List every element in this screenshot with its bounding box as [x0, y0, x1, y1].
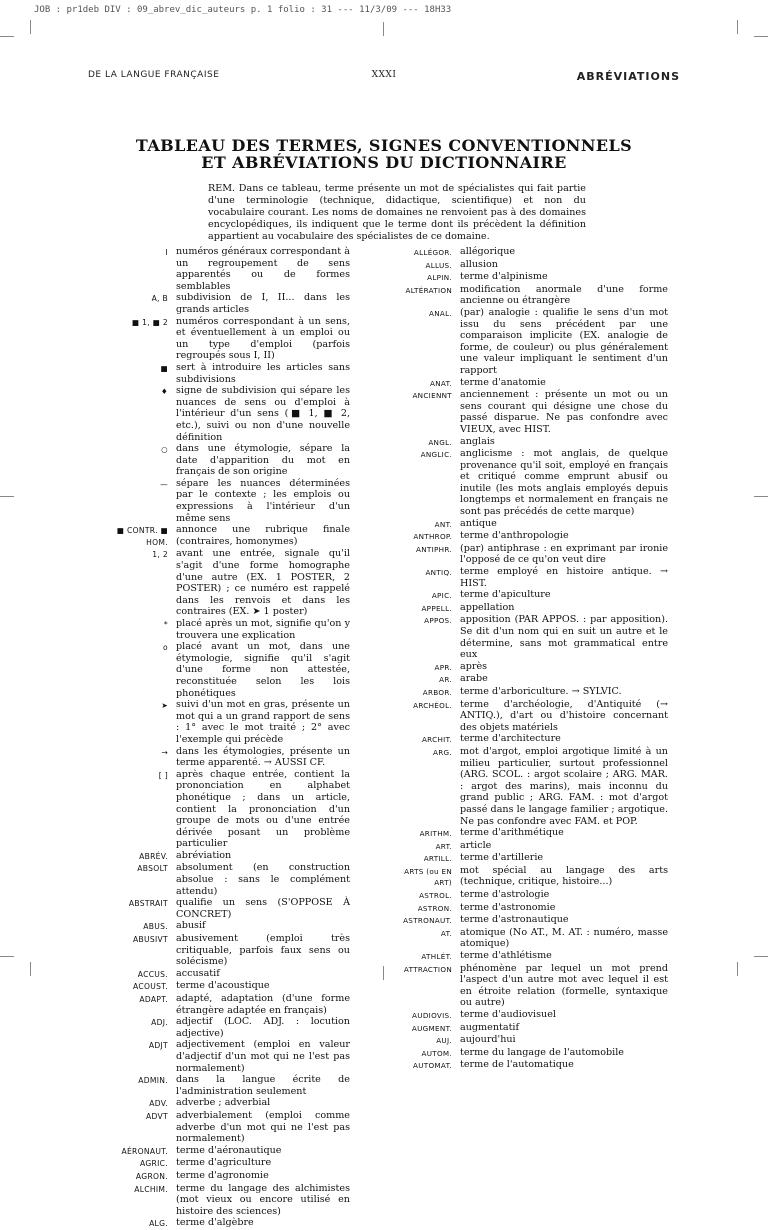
- entry-term: AGRIC.: [140, 1159, 168, 1169]
- abbreviation-entry: [400, 914, 668, 927]
- entry-term: ALPIN.: [427, 273, 452, 283]
- entry-term: AGRON.: [135, 1171, 168, 1181]
- entry-definition: subdivision de I, II... dans les grands articles: [176, 292, 350, 315]
- entry-term: ART.: [435, 841, 452, 851]
- abbreviation-entry: [400, 1047, 668, 1060]
- abbreviation-entry: [100, 897, 350, 920]
- entry-definition: numéros généraux correspondant à un regroupement de sens apparentés ou de formes semblables: [176, 246, 350, 292]
- entry-term: ANT.: [434, 519, 452, 529]
- entry-definition: abréviation: [176, 849, 232, 861]
- entry-term: AÉRONAUT.: [121, 1146, 168, 1156]
- entry-definition: anglicisme : mot anglais, de quelque provenance qu'il soit, employé en français et critiqué comme emprunt abusif ou inutile (les mots anglais employés depuis longtemps et normalement en français ne sont pas précédés de cette marque): [460, 448, 668, 518]
- entry-term: ARG.: [433, 747, 452, 757]
- entry-term: APPOS.: [424, 616, 452, 626]
- abbreviation-entry: [400, 840, 668, 853]
- entry-term: AUTOM.: [421, 1048, 452, 1058]
- abbreviation-entry: [100, 862, 350, 897]
- entry-definition: abusif: [176, 920, 206, 932]
- entry-definition: allusion: [460, 258, 498, 270]
- entry-definition: terme d'arboriculture. → SYLVIC.: [460, 685, 622, 697]
- entry-definition: sert à introduire les articles sans subdivisions: [176, 361, 350, 385]
- entry-definition: terme d'anthropologie: [460, 530, 569, 542]
- running-header-left: DE LA LANGUE FRANÇAISE: [88, 70, 220, 80]
- entry-definition: terme d'artillerie: [460, 852, 544, 864]
- entry-term: ARCHIT.: [421, 735, 452, 745]
- entry-term: ASTROL.: [419, 891, 452, 901]
- entry-term: ALLUS.: [425, 260, 452, 270]
- entry-term: AR.: [439, 675, 452, 685]
- entry-term: ➤: [161, 701, 168, 711]
- page-title: [0, 137, 768, 171]
- entry-term: ♦: [160, 387, 168, 397]
- entry-definition: terme d'archéologie, d'Antiquité (→ ANTIQ.), d'art ou d'histoire concernant des objets matériels: [460, 698, 668, 733]
- abbreviation-entry: [100, 1217, 350, 1230]
- entry-definition: signe de subdivision qui sépare les nuances de sens ou d'emploi à l'intérieur d'un sens (■ 1, ■ 2, etc.), suivi ou non d'une nouvelle définition: [176, 385, 350, 443]
- entry-definition: terme du langage des alchimistes (mot vieux ou encore utilisé en histoire des sciences): [176, 1182, 350, 1217]
- entry-term: ■ 1, ■ 2: [131, 317, 168, 327]
- entry-definition: après: [460, 660, 488, 672]
- entry-definition: terme d'architecture: [460, 733, 561, 745]
- abbreviation-entry: [400, 271, 668, 284]
- entry-term: ABSOLT: [137, 864, 168, 874]
- entry-definition: terme d'astrologie: [460, 889, 550, 901]
- abbreviation-entry: [100, 1039, 350, 1074]
- abbreviation-entry: [400, 518, 668, 531]
- entry-definition: mot d'argot, emploi argotique limité à un milieu particulier, surtout professionnel (ARG. SCOL. : argot scolaire ; ARG. MAR. : argot des marins), mais inconnu du grand public ; ARG. FAM. : mot d'argot passé dans le langage familier ; argotique. Ne pas confondre avec FAM. et POP.: [460, 745, 668, 827]
- right-column: [400, 246, 668, 1072]
- abbreviation-entry: [100, 524, 350, 548]
- entry-definition: terme d'arithmétique: [460, 827, 564, 839]
- entry-term: AUTOMAT.: [412, 1061, 452, 1071]
- abbreviation-entry: [100, 699, 350, 745]
- entry-definition: suivi d'un mot en gras, présente un mot qui a un grand rapport de sens : 1° avec le mot traité ; 2° avec l'exemple qui précède: [176, 699, 350, 745]
- entry-definition: dans les étymologies, présente un terme apparenté. → AUSSI CF.: [176, 745, 350, 769]
- abbreviation-entry: [400, 259, 668, 272]
- crop-mark: [737, 962, 738, 976]
- entry-term: APIC.: [431, 591, 452, 601]
- abbreviation-entry: [400, 589, 668, 602]
- entry-term: ABSTRAIT: [128, 899, 168, 909]
- abbreviation-entry: [400, 661, 668, 674]
- entry-definition: atomique (No AT., M. AT. : numéro, masse atomique): [460, 926, 668, 950]
- entry-term: ALG.: [149, 1219, 168, 1229]
- crop-mark: [737, 20, 738, 34]
- entry-definition: antique: [460, 517, 497, 529]
- entry-term: ALLÉGOR.: [413, 248, 452, 257]
- abbreviation-entry: [400, 746, 668, 827]
- entry-definition: terme du langage de l'automobile: [460, 1046, 624, 1058]
- abbreviation-entry: [100, 443, 350, 478]
- abbreviation-entry: [400, 284, 668, 307]
- entry-term: APR.: [434, 662, 452, 672]
- abbreviation-entry: [100, 1097, 350, 1110]
- abbreviation-entry: [400, 377, 668, 390]
- job-slug-line: JOB : pr1deb DIV : 09_abrev_dic_auteurs p. 1 folio : 31 --- 11/3/09 --- 18H33: [34, 5, 452, 15]
- abbreviation-entry: [100, 980, 350, 993]
- entry-definition: dans la langue écrite de l'administration seulement: [176, 1074, 350, 1097]
- abbreviation-entry: [100, 746, 350, 769]
- entry-term: A, B: [151, 294, 168, 304]
- entry-term: ANGL.: [428, 437, 452, 447]
- entry-term: ACOUST.: [133, 982, 168, 992]
- entry-term: ABUSIVT: [133, 935, 168, 945]
- abbreviation-entry: [400, 602, 668, 615]
- entry-term: o: [163, 643, 168, 653]
- entry-term: ARBOR.: [422, 687, 452, 697]
- entry-term: ARTILL.: [423, 854, 452, 864]
- entry-definition: terme d'alpinisme: [460, 271, 548, 283]
- abbreviation-entry: [100, 316, 350, 362]
- entry-definition: terme d'acoustique: [176, 980, 270, 992]
- abbreviation-entry: [100, 850, 350, 863]
- entry-definition: apposition (PAR APPOS. : par apposition). Se dit d'un nom qui en suit un autre et le détermine, sans mot grammatical entre eux: [460, 614, 668, 661]
- entry-definition: augmentatif: [460, 1021, 520, 1033]
- entry-definition: terme d'audiovisuel: [460, 1009, 556, 1020]
- crop-mark: [754, 496, 768, 497]
- entry-term: ALTÉRATION: [405, 285, 452, 295]
- entry-term: ■ CONTR. ■ HOM.: [116, 526, 168, 547]
- abbreviation-entry: [400, 865, 668, 889]
- entry-term: ABRÉV.: [139, 851, 168, 861]
- entry-definition: terme d'athlétisme: [460, 950, 552, 962]
- entry-term: ADMIN.: [138, 1076, 168, 1086]
- abbreviation-entry: [100, 1157, 350, 1170]
- entry-term: ATTRACTION: [403, 964, 452, 974]
- abbreviation-entry: [100, 1170, 350, 1183]
- crop-mark: [754, 956, 768, 957]
- abbreviation-entry: [400, 246, 668, 259]
- entry-definition: avant une entrée, signale qu'il s'agit d'une forme homographe d'une autre (EX. 1 POSTER, 2 POSTER) ; ce numéro est rappelé dans les renvois et dans les contraires (EX. ➤ 1 poster): [176, 548, 350, 618]
- entry-term: ARCHÉOL.: [413, 700, 452, 710]
- entry-definition: anglais: [460, 435, 495, 447]
- entry-definition: (par) antiphrase : en exprimant par ironie l'opposé de ce qu'on veut dire: [460, 542, 668, 566]
- entry-definition: accusatif: [176, 967, 220, 979]
- entry-definition: article: [460, 839, 492, 851]
- abbreviation-entry: [400, 389, 668, 435]
- abbreviation-entry: [100, 478, 350, 524]
- page-number: XXXI: [371, 70, 397, 80]
- entry-term: ALCHIM.: [134, 1184, 168, 1194]
- entry-term: [ ]: [158, 770, 168, 780]
- abbreviation-entry: [100, 993, 350, 1016]
- entry-term: ABUS.: [143, 922, 168, 932]
- abbreviation-entry: [400, 950, 668, 963]
- entry-definition: adjectif (LOC. ADJ. : locution adjective): [176, 1016, 350, 1039]
- entry-definition: placé après un mot, signifie qu'on y trouvera une explication: [176, 618, 350, 641]
- entry-term: AUDIOVIS.: [412, 1011, 452, 1020]
- entry-term: ASTRONAUT.: [403, 916, 452, 926]
- abbreviation-entry: [400, 827, 668, 840]
- entry-definition: terme de l'automatique: [460, 1059, 574, 1071]
- entry-term: ■: [160, 363, 168, 373]
- abbreviation-entry: [100, 769, 350, 850]
- entry-definition: placé avant un mot, dans une étymologie, signifie qu'il s'agit d'une forme non attestée, reconstituée selon les lois phonétiques: [176, 641, 350, 699]
- entry-term: ANTHROP.: [413, 532, 452, 542]
- entry-term: ○: [161, 445, 168, 455]
- crop-mark: [0, 36, 14, 37]
- abbreviation-entry: [100, 933, 350, 968]
- abbreviation-entry: [400, 927, 668, 950]
- abbreviation-entry: [100, 1110, 350, 1145]
- entry-definition: terme d'aéronautique: [176, 1144, 282, 1156]
- crop-mark: [383, 22, 384, 36]
- entry-term: APPELL.: [421, 603, 452, 613]
- entry-term: ADJ.: [151, 1018, 168, 1028]
- abbreviation-entry: [400, 852, 668, 865]
- entry-term: ARTS (ou EN ART): [404, 866, 452, 888]
- abbreviation-entry: [400, 436, 668, 449]
- entry-definition: dans une étymologie, sépare la date d'apparition du mot en français de son origine: [176, 443, 350, 478]
- crop-mark: [30, 20, 31, 34]
- abbreviation-entry: [100, 920, 350, 933]
- entry-term: ATHLÉT.: [421, 952, 452, 962]
- entry-definition: numéros correspondant à un sens, et éventuellement à un emploi ou un type d'emploi (parfois regroupés sous I, II): [176, 315, 350, 362]
- abbreviation-entry: [100, 968, 350, 981]
- entry-term: ADVT: [146, 1111, 168, 1121]
- entry-term: *: [163, 620, 168, 629]
- abbreviation-entry: [400, 530, 668, 543]
- abbreviation-entry: [400, 686, 668, 699]
- abbreviation-entry: [400, 1034, 668, 1047]
- entry-term: ADAPT.: [139, 995, 168, 1004]
- entry-definition: terme employé en histoire antique. → HIST.: [460, 566, 668, 589]
- entry-definition: terme d'astronomie: [460, 901, 556, 913]
- running-header-right: ABRÉVIATIONS: [576, 70, 680, 83]
- entry-definition: absolument (en construction absolue : sans le complément attendu): [176, 862, 350, 897]
- title-line-2: ET ABRÉVIATIONS DU DICTIONNAIRE: [201, 153, 567, 172]
- entry-definition: phénomène par lequel un mot prend l'aspect d'un autre mot avec lequel il est en étroite relation (formelle, syntaxique ou autre): [460, 962, 668, 1009]
- crop-mark: [30, 962, 31, 976]
- crop-mark: [0, 956, 14, 957]
- abbreviation-entry: [100, 1145, 350, 1158]
- entry-term: AT.: [440, 928, 452, 938]
- abbreviation-entry: [100, 618, 350, 641]
- entry-term: ANTIPHR.: [416, 544, 452, 554]
- entry-definition: abusivement (emploi très critiquable, parfois faux sens ou solécisme): [176, 933, 350, 968]
- abbreviation-entry: [100, 1183, 350, 1218]
- entry-definition: adjectivement (emploi en valeur d'adjectif d'un mot qui ne l'est pas normalement): [176, 1039, 350, 1074]
- abbreviation-entry: [400, 1059, 668, 1072]
- abbreviation-entry: [400, 902, 668, 915]
- crop-mark: [754, 36, 768, 37]
- abbreviation-entry: [400, 733, 668, 746]
- crop-mark: [383, 966, 384, 980]
- entry-definition: annonce une rubrique finale (contraires, homonymes): [176, 524, 350, 547]
- abbreviation-entry: [400, 699, 668, 734]
- entry-definition: anciennement : présente un mot ou un sens courant qui désigne une chose du passé disparue. Ne pas confondre avec VIEUX, avec HIST.: [460, 389, 668, 435]
- abbreviation-entry: [100, 292, 350, 315]
- abbreviation-entry: [400, 307, 668, 377]
- entry-term: ANTIQ.: [425, 568, 452, 578]
- abbreviation-entry: [400, 448, 668, 518]
- entry-definition: aujourd'hui: [460, 1034, 516, 1046]
- entry-term: ANCIENNT: [412, 391, 452, 401]
- entry-term: AUGMENT.: [411, 1023, 452, 1033]
- entry-term: ANAT.: [430, 378, 452, 388]
- abbreviation-entry: [400, 566, 668, 589]
- entry-definition: terme d'algèbre: [176, 1217, 254, 1229]
- entry-definition: modification anormale d'une forme ancienne ou étrangère: [460, 283, 668, 307]
- entry-definition: mot spécial au langage des arts (technique, critique, histoire...): [460, 864, 668, 888]
- entry-definition: adverbialement (emploi comme adverbe d'un mot qui ne l'est pas normalement): [176, 1109, 350, 1145]
- entry-term: →: [161, 747, 168, 757]
- entry-definition: (par) analogie : qualifie le sens d'un mot issu du sens précédent par une comparaison implicite (EX. analogie de forme, de couleur) ou plus généralement une valeur impliquant le sentiment d'un rapport: [460, 306, 668, 376]
- entry-term: ACCUS.: [137, 969, 168, 979]
- entry-definition: terme d'anatomie: [460, 376, 546, 388]
- entry-definition: terme d'apiculture: [460, 589, 551, 601]
- abbreviation-entry: [100, 385, 350, 443]
- abbreviation-entry: [400, 614, 668, 660]
- abbreviation-entry: [100, 1074, 350, 1097]
- entry-definition: adapté, adaptation (d'une forme étrangère adaptée en français): [176, 993, 350, 1016]
- abbreviation-entry: [100, 641, 350, 699]
- abbreviation-entry: [100, 362, 350, 385]
- entry-term: 1, 2: [152, 550, 168, 560]
- abbreviation-entry: [100, 246, 350, 292]
- abbreviation-entry: [100, 1016, 350, 1039]
- abbreviation-entry: [400, 1009, 668, 1022]
- entry-definition: sépare les nuances déterminées par le contexte ; les emplois ou expressions à l'intérieur d'un même sens: [176, 477, 350, 524]
- crop-mark: [0, 496, 14, 497]
- entry-term: AUJ.: [436, 1036, 452, 1046]
- entry-definition: terme d'agriculture: [176, 1157, 272, 1169]
- entry-definition: terme d'astronautique: [460, 914, 569, 926]
- left-column: [100, 246, 350, 1230]
- title-line-1: TABLEAU DES TERMES, SIGNES CONVENTIONNELS: [135, 136, 633, 155]
- entry-definition: terme d'agronomie: [176, 1169, 269, 1181]
- remark-paragraph: REM. Dans ce tableau, terme présente un mot de spécialistes qui fait partie d'une terminologie (technique, didactique, scientifique) et non du vocabulaire courant. Les noms de domaines ne renvoient pas à des domaines encyclopédiques, ils indiquent que le terme dont ils précèdent la définition appartient au vocabulaire des spécialistes de ce domaine.: [208, 183, 586, 242]
- entry-definition: arabe: [460, 673, 488, 685]
- abbreviation-entry: [400, 543, 668, 566]
- entry-term: ADV.: [149, 1099, 168, 1109]
- entry-definition: appellation: [460, 601, 515, 613]
- entry-term: —: [160, 479, 168, 489]
- entry-definition: qualifie un sens (S'OPPOSE À CONCRET): [176, 897, 350, 920]
- abbreviation-entry: [100, 548, 350, 618]
- entry-term: ANGLIC.: [420, 450, 452, 460]
- entry-term: ADJT: [148, 1041, 168, 1051]
- entry-term: ANAL.: [429, 308, 452, 318]
- entry-definition: adverbe ; adverbial: [176, 1097, 271, 1109]
- entry-term: ARITHM.: [419, 829, 452, 839]
- entry-term: ASTRON.: [417, 903, 452, 913]
- abbreviation-entry: [400, 1022, 668, 1035]
- entry-definition: allégorique: [460, 246, 516, 257]
- abbreviation-entry: [400, 889, 668, 902]
- abbreviation-entry: [400, 673, 668, 686]
- entry-definition: après chaque entrée, contient la prononciation en alphabet phonétique ; dans un article, contient la prononciation d'un groupe de mots ou d'une entrée dérivée posant un problème particulier: [176, 768, 350, 850]
- entry-term: I: [165, 248, 168, 257]
- abbreviation-entry: [400, 963, 668, 1009]
